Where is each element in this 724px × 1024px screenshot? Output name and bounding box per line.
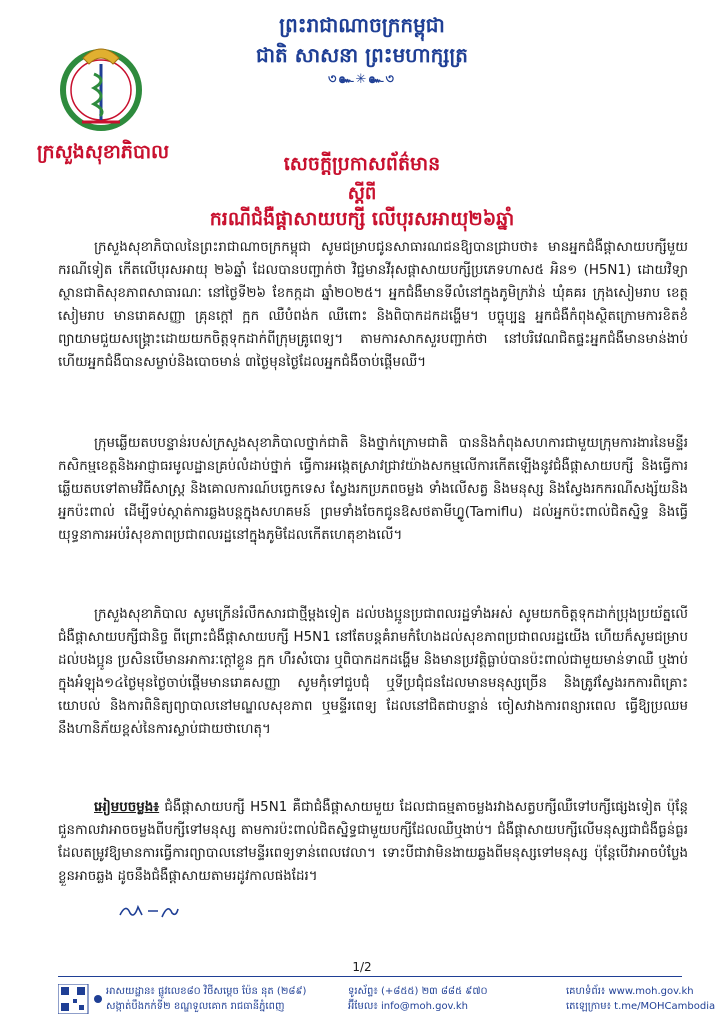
qr-code-icon xyxy=(58,984,104,1014)
footer-email[interactable]: អ៊ីមែល៖ info@moh.gov.kh xyxy=(348,1001,469,1012)
footer-telegram[interactable]: តេឡេក្រាម៖ t.me/MOHCambodia xyxy=(566,1001,716,1012)
paragraph-case-report: ក្រសួងសុខាភិបាលនៃព្រះរាជាណាចក្រកម្ពុជា សូមជម្រាបជូនសាធារណជនឱ្យបានជ្រាបថា៖ មានអ្នកជំងឺផ្តាសាយបក្សីមួយករណីទៀត កើតលើបុរសអាយុ ២៦ឆ្នាំ ដែលបានបញ្ជាក់ថា វិជ្ជមានវីរុសផ្តាសាយបក្សីប្រភេទហាស៥ អិន១ (H5N1) ដោយវិទ្យាស្ថានជាតិសុខភាពសាធារណៈ នៅថ្ងៃទី២៦ ខែកក្កដា ឆ្នាំ២០២៥។ អ្នកជំងឺមានទីលំនៅក្នុងភូមិក្រវ៉ាន់ ឃុំគគរ ក្រុងសៀមរាប ខេត្តសៀមរាប មានរោគសញ្ញា គ្រុនក្តៅ ក្អក ឈឺបំពង់ក ឈឺពោះ និងពិបាកដកដង្ហើម។ បច្ចុប្បន្ន អ្នកជំងឺកំពុងស្ថិតក្រោមការខិតខំព្យាយាមជួយសង្គ្រោះដោយយកចិត្តទុកដាក់ពីក្រុមគ្រូពេទ្យ។ តាមការសាកសួរបញ្ជាក់ថា នៅបរិវេណជិតផ្ទះអ្នកជំងឺមានមាន់ងាប់ ហើយអ្នកជំងឺបានសម្លាប់និងបោចមាន់ ៣ថ្ងៃមុនថ្ងៃដែលអ្នកជំងឺចាប់ផ្តើមឈឺ។ xyxy=(58,240,688,370)
transmission-keyword: អៀមបចម្លង៖ xyxy=(94,800,160,815)
handwritten-initials-icon xyxy=(118,901,180,921)
national-motto: ជាតិ សាសនា ព្រះមហាក្សត្រ xyxy=(256,43,468,67)
paragraph-advice: ក្រសួងសុខាភិបាល សូមក្រើនរំលឹកសារជាថ្មីម្តងទៀត ដល់បងប្អូនប្រជាពលរដ្ឋទាំងអស់ សូមយកចិត្តទុកដាក់ប្រុងប្រយ័ត្នលើជំងឺផ្តាសាយបក្សីជានិច្ច ពីព្រោះជំងឺផ្តាសាយបក្សី H5N1 នៅតែបន្តគំរាមកំហែងដល់សុខភាពប្រជាពលរដ្ឋយើង ហើយក៏សូមជម្រាបដល់បងប្អូន ប្រសិនបើមានអាការៈក្តៅខ្លួន ក្អក ហឺរសំបោរ ឬពិបាកដកដង្ហើម និងមានប្រវត្តិធ្លាប់បានប៉ះពាល់ជាមួយមាន់ទាឈឺ ឬងាប់ក្នុងអំឡុង១៤ថ្ងៃមុនថ្ងៃចាប់ផ្តើមមានរោគសញ្ញា សូមកុំទៅជួបជុំ ឬទីប្រជុំជនដែលមានមនុស្សច្រើន និងត្រូវស្វែងរកការពិគ្រោះយោបល់ និងការពិនិត្យព្យាបាលនៅមណ្ឌលសុខភាព ឬមន្ទីរពេទ្យ ដែលនៅជិតជាបន្ទាន់ ចៀសវាងការពន្យារពេល ធ្វើឱ្យប្រឈមនឹងហានិភ័យខ្ពស់នៃការស្លាប់ជាយថាហេតុ។ xyxy=(58,607,688,737)
paragraph-response: ក្រុមឆ្លើយតបបន្ទាន់របស់ក្រសួងសុខាភិបាលថ្នាក់ជាតិ និងថ្នាក់ក្រោមជាតិ បាននិងកំពុងសហការជាមួយក្រុមការងារនៃមន្ទីរកសិកម្មខេត្តនិងអាជ្ញាធរមូលដ្ឋានគ្រប់លំដាប់ថ្នាក់ ធ្វើការអង្កេតស្រាវជ្រាវយ៉ាងសកម្មលើការកើតឡើងនូវជំងឺផ្តាសាយបក្សី និងធ្វើការឆ្លើយតបទៅតាមវិធីសាស្ត្រ និងគោលការណ៍បច្ចេកទេស ស្វែងរកប្រភពចម្លង ទាំងលើសត្វ និងមនុស្ស និងស្វែងរកករណីសង្ស័យនិងអ្នកប៉ះពាល់ ដើម្បីទប់ស្កាត់ការឆ្លងបន្តក្នុងសហគមន៍ ព្រមទាំងចែកជូនឱសថតាមីហ្វ្លូ(Tamiflu) ដល់អ្នកប៉ះពាល់ជិតស្និទ្ធ និងធ្វើយុទ្ធនាការអប់រំសុខភាពប្រជាពលរដ្ឋនៅក្នុងភូមិដែលកើតហេតុខាងលើ។ xyxy=(58,436,688,543)
footer-address-line1: អាសយដ្ឋាន៖ ផ្លូវលេខ៨០ វិថីសម្តេច ប៉ែន នុត (២៨៩) xyxy=(106,986,307,997)
footer-website[interactable]: គេហទំព័រ៖ www.moh.gov.kh xyxy=(566,986,694,997)
document-title-about: ស្តីពី xyxy=(347,183,377,204)
page-number: 1/2 xyxy=(352,960,372,974)
document-subject: ករណីជំងឺផ្តាសាយបក្សី លើបុរសអាយុ២៦ឆ្នាំ xyxy=(209,208,515,230)
ministry-name: ក្រសួងសុខាភិបាល xyxy=(36,141,170,163)
ministry-emblem-icon xyxy=(58,38,144,134)
paragraph-transmission xyxy=(58,796,688,888)
footer-phone: ទូរស័ព្ទ៖ (+៨៥៥) ២៣ ៨៨៥ ៩៧០ xyxy=(348,986,488,997)
footer-address-line2: សង្កាត់បឹងកក់ទី២ ខណ្ឌទួលគោក រាជធានីភ្នំពេញ xyxy=(106,1001,285,1012)
kingdom-heading: ព្រះរាជាណាចក្រកម្ពុជា xyxy=(279,13,445,37)
document-title: សេចក្តីប្រកាសព័ត៌មាន xyxy=(283,153,441,175)
ornament-divider: ৩๛✳๛৩ xyxy=(328,72,396,87)
transmission-text: ជំងឺផ្តាសាយបក្សី H5N1 គឺជាជំងឺផ្តាសាយមួយ ដែលជាធម្មតាចម្លងរវាងសត្វបក្សីឈឺទៅបក្សីផ្សេងទៀត ប៉ុន្តែជួនកាលវាអាចចម្លងពីបក្សីទៅមនុស្ស តាមការប៉ះពាល់ជិតស្និទ្ធជាមួយបក្សីដែលឈឺឬងាប់។ ជំងឺផ្តាសាយបក្សីលើមនុស្សជាជំងឺធ្ងន់ធ្ងរ ដែលតម្រូវឱ្យមានការធ្វើការព្យាបាលនៅមន្ទីរពេទ្យទាន់ពេលវេលា។ ទោះបីជាវាមិនងាយឆ្លងពីមនុស្សទៅមនុស្ស ប៉ុន្តែបើវាអាចបំប្លែងខ្លួនអាចឆ្លង ដូចនឹងជំងឺផ្តាសាយតាមរដូវកាលផងដែរ។ xyxy=(58,800,688,884)
footer-divider xyxy=(58,976,682,977)
